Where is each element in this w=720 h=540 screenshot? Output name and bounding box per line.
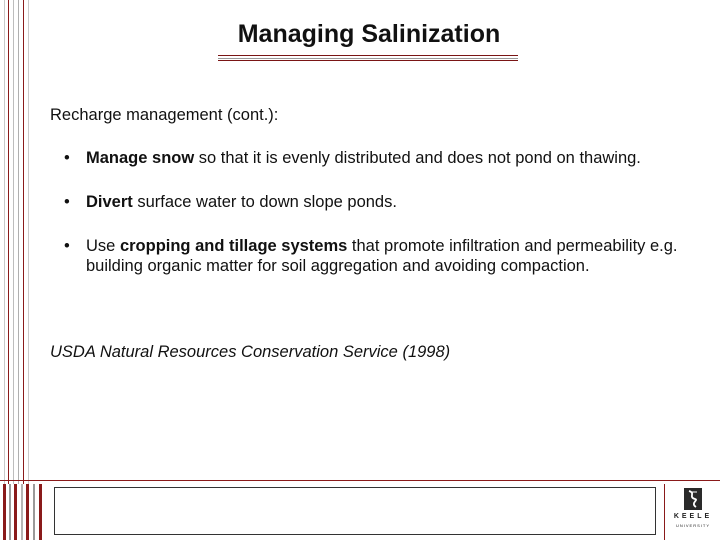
- source-citation: USDA Natural Resources Conservation Service (1998): [50, 343, 451, 361]
- bullet-text: so that it is evenly distributed and does not pond on thawing.: [194, 149, 641, 167]
- footer-box: [54, 487, 656, 535]
- title-underline: [218, 55, 518, 61]
- bullet-marker: •: [64, 149, 70, 167]
- logo-name: KEELE: [673, 513, 713, 520]
- footer-logo-divider: [664, 484, 665, 540]
- bullet-item-cropping: [50, 236, 710, 276]
- logo-subtitle: UNIVERSITY: [675, 523, 710, 528]
- bullet-item-manage-snow: [50, 148, 710, 168]
- bullet-prefix: Use: [86, 237, 120, 255]
- bullet-text: that promote infiltration and permeability e.g. building organic matter for soil aggregation and avoiding compaction.: [86, 237, 678, 275]
- keele-university-logo: [668, 486, 718, 538]
- footer-divider: [0, 480, 720, 481]
- bullet-keyword: cropping and tillage systems: [119, 237, 348, 255]
- bullet-keyword: Manage snow: [86, 149, 195, 167]
- slide-title: Managing Salinization: [237, 20, 501, 48]
- keele-university-crest-icon: [684, 488, 702, 510]
- section-heading: Recharge management (cont.):: [50, 106, 279, 124]
- bullet-marker: •: [64, 193, 70, 211]
- bullet-keyword: Divert: [86, 193, 133, 211]
- left-decorative-stripes: [0, 0, 34, 484]
- bullet-item-divert: [50, 192, 710, 212]
- bullet-text: surface water to down slope ponds.: [132, 193, 397, 211]
- footer-decorative-stripes: [0, 484, 48, 540]
- bullet-list: [50, 148, 710, 276]
- bullet-marker: •: [64, 237, 70, 255]
